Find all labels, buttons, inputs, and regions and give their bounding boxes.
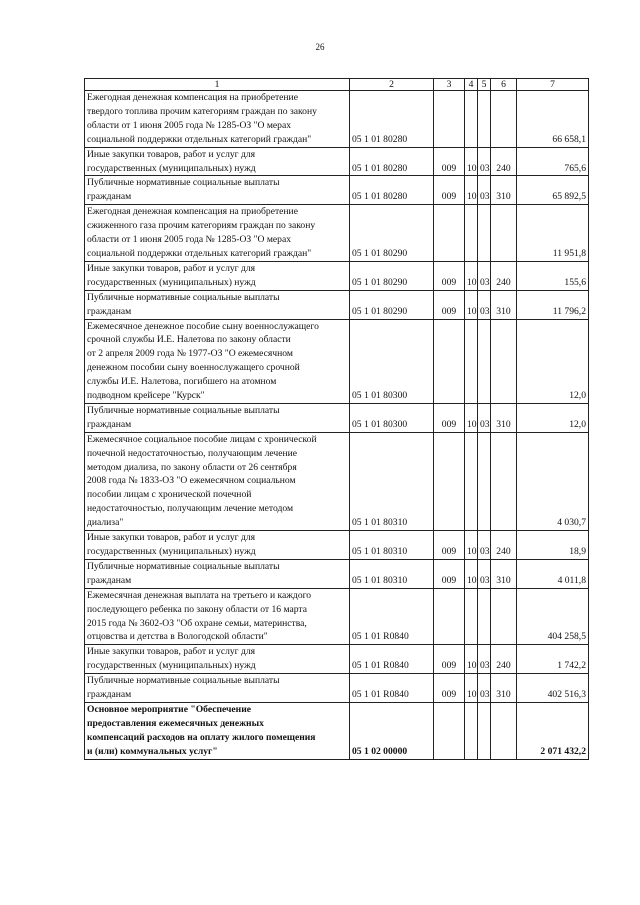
row-name-line: государственных (муниципальных) нужд (87, 546, 256, 557)
row-name-line: сжиженного газа прочим категориям граждан по закону (87, 220, 316, 232)
table-row (85, 147, 589, 176)
row-name (85, 403, 350, 432)
section-code: 10 (465, 674, 478, 703)
row-name-line: государственных (муниципальных) нужд (87, 660, 256, 672)
table-row (85, 261, 589, 290)
row-name (85, 674, 350, 703)
target-article-code: 05 1 01 R0840 (350, 588, 434, 645)
row-name-line: социальной поддержки отдельных категорий граждан" (87, 133, 312, 145)
amount: 2 071 432,2 (517, 702, 589, 759)
amount: 12,0 (517, 403, 589, 432)
subsection-code (478, 432, 491, 530)
column-header: 7 (517, 79, 589, 91)
expense-type-code (491, 588, 517, 645)
section-code (465, 588, 478, 645)
table-row (85, 176, 589, 205)
amount: 11 951,8 (517, 205, 589, 262)
row-name-line: государственных (муниципальных) нужд (87, 162, 256, 174)
row-name-line: отцовства и детства в Вологодской области" (87, 631, 268, 643)
subsection-code: 03 (478, 559, 491, 588)
ministry-code: 009 (434, 290, 465, 319)
row-name-line: 2015 года № 3602-ОЗ "Об охране семьи, материнства, (87, 617, 307, 629)
amount: 404 258,5 (517, 588, 589, 645)
target-article-code: 05 1 01 80290 (350, 290, 434, 319)
row-name-line: Ежемесячная денежная выплата на третьего и каждого (87, 589, 312, 601)
section-code: 10 (465, 531, 478, 560)
row-name (85, 205, 350, 262)
expense-type-code: 240 (491, 531, 517, 560)
target-article-code: 05 1 01 R0840 (350, 645, 434, 674)
table-row (85, 588, 589, 645)
row-name-line: области от 1 июня 2005 года № 1285-ОЗ "О мерах (87, 234, 292, 246)
amount: 765,6 (517, 147, 589, 176)
table-row (85, 674, 589, 703)
target-article-code: 05 1 02 00000 (350, 702, 434, 759)
target-article-code: 05 1 01 80290 (350, 261, 434, 290)
section-code (465, 319, 478, 403)
ministry-code (434, 432, 465, 530)
subsection-code: 03 (478, 176, 491, 205)
section-code: 10 (465, 559, 478, 588)
table-row (85, 91, 589, 148)
row-name-line: почечной недостаточностью, получающим лечение (87, 447, 298, 459)
expense-type-code: 310 (491, 176, 517, 205)
amount: 66 658,1 (517, 91, 589, 148)
row-name-line: Ежемесячное социальное пособие лицам с хронической (87, 433, 317, 445)
table-row (85, 531, 589, 560)
ministry-code (434, 319, 465, 403)
section-code (465, 91, 478, 148)
target-article-code: 05 1 01 80280 (350, 147, 434, 176)
ministry-code (434, 205, 465, 262)
row-name-line: Ежемесячное денежное пособие сыну военнослужащего (87, 320, 319, 332)
expense-type-code (491, 432, 517, 530)
table-row (85, 702, 589, 759)
subsection-code: 03 (478, 531, 491, 560)
expense-type-code (491, 702, 517, 759)
row-name-line: Иные закупки товаров, работ и услуг для (87, 262, 256, 274)
target-article-code: 05 1 01 80310 (350, 559, 434, 588)
row-name-line: гражданам (87, 418, 132, 430)
row-name-line: Иные закупки товаров, работ и услуг для (87, 148, 256, 160)
subsection-code: 03 (478, 403, 491, 432)
row-name-line: твердого топлива прочим категориям граждан по закону (87, 105, 317, 117)
row-name-line: Основное мероприятие "Обеспечение (87, 703, 251, 715)
row-name-line: гражданам (87, 689, 132, 701)
section-code: 10 (465, 147, 478, 176)
section-code: 10 (465, 261, 478, 290)
target-article-code: 05 1 01 80310 (350, 531, 434, 560)
target-article-code: 05 1 01 R0840 (350, 674, 434, 703)
ministry-code: 009 (434, 645, 465, 674)
section-code (465, 702, 478, 759)
column-header: 2 (350, 79, 434, 91)
ministry-code: 009 (434, 176, 465, 205)
amount: 12,0 (517, 319, 589, 403)
subsection-code (478, 319, 491, 403)
expense-type-code: 310 (491, 403, 517, 432)
row-name-line: методом диализа, по закону области от 26 сентября (87, 461, 297, 473)
table-row (85, 403, 589, 432)
subsection-code: 03 (478, 261, 491, 290)
row-name-line: недостаточностью, получающим лечение методом (87, 503, 294, 515)
row-name-line: службы И.Е. Налетова, погибшего на атомном (87, 376, 277, 388)
row-name-line: срочной службы И.Е. Налетова по закону области (87, 334, 291, 346)
ministry-code: 009 (434, 147, 465, 176)
row-name-line: и (или) коммунальных услуг" (87, 745, 218, 757)
expense-type-code (491, 91, 517, 148)
ministry-code (434, 588, 465, 645)
subsection-code (478, 702, 491, 759)
expense-type-code: 310 (491, 674, 517, 703)
section-code (465, 432, 478, 530)
section-code (465, 205, 478, 262)
row-name (85, 432, 350, 530)
section-code: 10 (465, 645, 478, 674)
table-row (85, 205, 589, 262)
row-name-line: Иные закупки товаров, работ и услуг для (87, 646, 256, 658)
table-row (85, 319, 589, 403)
row-name-line: диализа" (87, 517, 124, 529)
page-number: 26 (315, 42, 325, 52)
row-name-line: пособии лицам с хронической почечной (87, 489, 252, 501)
row-name (85, 290, 350, 319)
row-name-line: Публичные нормативные социальные выплаты (87, 177, 280, 189)
row-name-line: гражданам (87, 574, 132, 586)
subsection-code: 03 (478, 674, 491, 703)
expense-type-code: 310 (491, 290, 517, 319)
ministry-code: 009 (434, 403, 465, 432)
column-header: 4 (465, 79, 478, 91)
row-name (85, 147, 350, 176)
column-header: 6 (491, 79, 517, 91)
amount: 4 030,7 (517, 432, 589, 530)
row-name-line: области от 1 июня 2005 года № 1285-ОЗ "О мерах (87, 119, 292, 131)
subsection-code: 03 (478, 147, 491, 176)
row-name-line: Иные закупки товаров, работ и услуг для (87, 532, 256, 544)
row-name (85, 588, 350, 645)
expense-type-code: 240 (491, 147, 517, 176)
amount: 402 516,3 (517, 674, 589, 703)
row-name-line: денежном пособии сыну военнослужащего срочной (87, 362, 300, 374)
ministry-code: 009 (434, 559, 465, 588)
subsection-code (478, 588, 491, 645)
table-row (85, 559, 589, 588)
row-name (85, 91, 350, 148)
row-name-line: гражданам (87, 305, 132, 317)
amount: 18,9 (517, 531, 589, 560)
row-name-line: 2008 года № 1833-ОЗ "О ежемесячном социальном (87, 475, 296, 487)
amount: 1 742,2 (517, 645, 589, 674)
row-name-line: Публичные нормативные социальные выплаты (87, 675, 280, 687)
ministry-code (434, 91, 465, 148)
row-name-line: Публичные нормативные социальные выплаты (87, 291, 280, 303)
expense-type-code: 240 (491, 645, 517, 674)
row-name-line: Ежегодная денежная компенсация на приобретение (87, 206, 298, 218)
row-name-line: государственных (муниципальных) нужд (87, 276, 256, 288)
table-row (85, 645, 589, 674)
header-row (85, 79, 589, 91)
section-code: 10 (465, 290, 478, 319)
target-article-code: 05 1 01 80300 (350, 319, 434, 403)
target-article-code: 05 1 01 80280 (350, 176, 434, 205)
row-name-line: Публичные нормативные социальные выплаты (87, 404, 280, 416)
column-header: 3 (434, 79, 465, 91)
expense-type-code: 310 (491, 559, 517, 588)
row-name (85, 531, 350, 560)
ministry-code: 009 (434, 531, 465, 560)
target-article-code: 05 1 01 80310 (350, 432, 434, 530)
row-name (85, 559, 350, 588)
row-name-line: подводном крейсере "Курск" (87, 390, 205, 402)
row-name (85, 261, 350, 290)
table-row (85, 290, 589, 319)
target-article-code: 05 1 01 80280 (350, 91, 434, 148)
section-code: 10 (465, 176, 478, 205)
row-name (85, 645, 350, 674)
ministry-code (434, 702, 465, 759)
row-name (85, 319, 350, 403)
row-name-line: Ежегодная денежная компенсация на приобретение (87, 92, 298, 103)
row-name-line: последующего ребенка по закону области от 16 марта (87, 603, 308, 615)
row-name-line: гражданам (87, 191, 132, 203)
row-name-line: социальной поддержки отдельных категорий граждан" (87, 247, 312, 259)
row-name-line: от 2 апреля 2009 года № 1977-ОЗ "О ежемесячном (87, 348, 293, 360)
amount: 155,6 (517, 261, 589, 290)
row-name-line: компенсаций расходов на оплату жилого помещения (87, 731, 316, 743)
expense-type-code (491, 319, 517, 403)
ministry-code: 009 (434, 674, 465, 703)
amount: 4 011,8 (517, 559, 589, 588)
target-article-code: 05 1 01 80290 (350, 205, 434, 262)
ministry-code: 009 (434, 261, 465, 290)
subsection-code: 03 (478, 290, 491, 319)
row-name-line: предоставления ежемесячных денежных (87, 717, 264, 729)
budget-table (84, 78, 589, 760)
column-header: 5 (478, 79, 491, 91)
subsection-code (478, 91, 491, 148)
subsection-code (478, 205, 491, 262)
subsection-code: 03 (478, 645, 491, 674)
expense-type-code (491, 205, 517, 262)
amount: 65 892,5 (517, 176, 589, 205)
row-name-line: Публичные нормативные социальные выплаты (87, 560, 280, 572)
section-code: 10 (465, 403, 478, 432)
target-article-code: 05 1 01 80300 (350, 403, 434, 432)
row-name (85, 176, 350, 205)
expense-type-code: 240 (491, 261, 517, 290)
table-row (85, 432, 589, 530)
column-header: 1 (85, 79, 350, 91)
row-name (85, 702, 350, 759)
amount: 11 796,2 (517, 290, 589, 319)
